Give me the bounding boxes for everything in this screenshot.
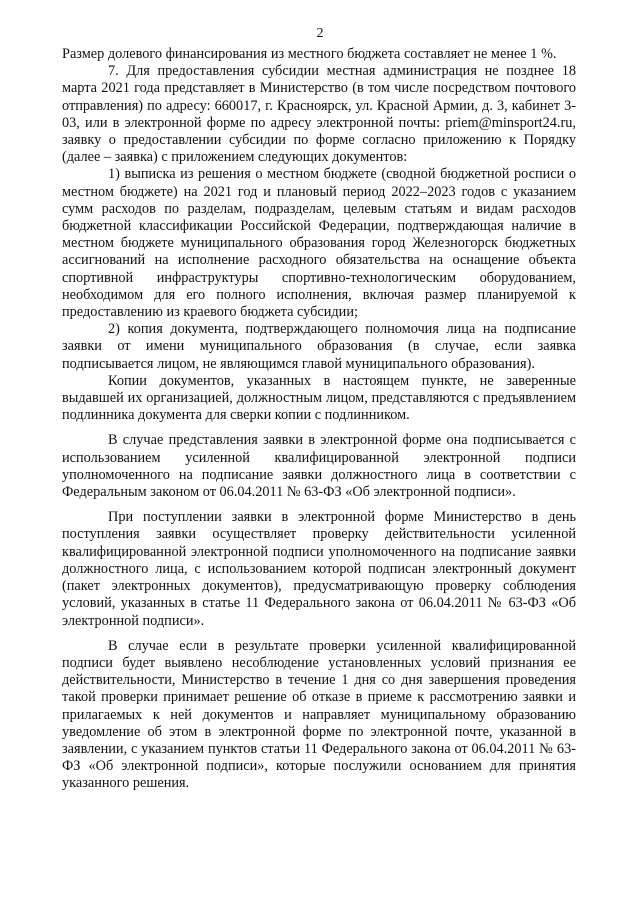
paragraph-electronic-form: В случае представления заявки в электронной форме она подписывается с использованием усиленной квалифицированной электронной подписи уполномоченного на подписание заявки должностного лица в соответствии с Федеральным законом от 06.04.2011 № 63-ФЗ «Об электронной подписи».: [62, 432, 576, 501]
paragraph-cofinancing: Размер долевого финансирования из местного бюджета составляет не менее 1 %.: [62, 46, 557, 62]
paragraph-subitem-1: 1) выписка из решения о местном бюджете (сводной бюджетной росписи о местном бюджете) на 2021 год и плановый период 2022–2023 годов с указанием сумм расходов по разделам, подразделам, целевым статьям и видам расходов бюджетной классификации Российской Федерации, подтверждающая наличие в местном бюджете муниципального образования город Железногорск бюджетных ассигнований на исполнение расходного обязательства на оснащение объекта спортивной инфраструктуры спортивно-технологическим оборудованием, необходимом для его полного исполнения, включая размер планируемой к предоставлению из краевого бюджета субсидии;: [62, 166, 576, 321]
paragraph-refusal: В случае если в результате проверки усиленной квалифицированной подписи будет выявлено несоблюдение установленных условий признания ее действительности, Министерство в течение 1 дня со дня завершения проведения такой проверки принимает решение об отказе в приеме к рассмотрению заявки и прилагаемых к ней документов и направляет муниципальному образованию уведомление об этом в электронной форме по электронной почте, указанной в заявлении, с указанием пунктов статьи 11 Федерального закона от 06.04.2011 № 63-ФЗ «Об электронной подписи», которые послужили основанием для принятия указанного решения.: [62, 637, 576, 792]
document-body: [62, 46, 576, 793]
paragraph-copies: Копии документов, указанных в настоящем пункте, не заверенные выдавшей их организацией, должностным лицом, представляются с предъявлением подлинника документа для сверки копии с подлинником.: [62, 372, 576, 424]
paragraph-verification: При поступлении заявки в электронной форме Министерство в день поступления заявки осуществляет проверку действительности усиленной квалифицированной электронной подписи уполномоченного на подписание заявки должностного лица, с использованием которой подписан электронный документ (пакет электронных документов), предусматривающую проверку соблюдения условий, указанных в статье 11 Федерального закона от 06.04.2011 № 63-ФЗ «Об электронной подписи».: [62, 509, 576, 629]
page-number: 2: [316, 26, 324, 41]
paragraph-subitem-2: 2) копия документа, подтверждающего полномочия лица на подписание заявки от имени муниципального образования (в случае, если заявка подписывается лицом, не являющимся главой муниципального образования).: [62, 321, 576, 372]
paragraph-item-7: 7. Для предоставления субсидии местная администрация не позднее 18 марта 2021 года представляет в Министерство (в том числе посредством почтового отправления) по адресу: 660017, г. Красноярск, ул. Красной Армии, д. 3, кабинет 3-03, или в электронной форме по адресу электронной почты: priem@minsport24.ru, заявку о предоставлении субсидии по форме согласно приложению к Порядку (далее – заявка) с приложением следующих документов:: [62, 63, 576, 166]
